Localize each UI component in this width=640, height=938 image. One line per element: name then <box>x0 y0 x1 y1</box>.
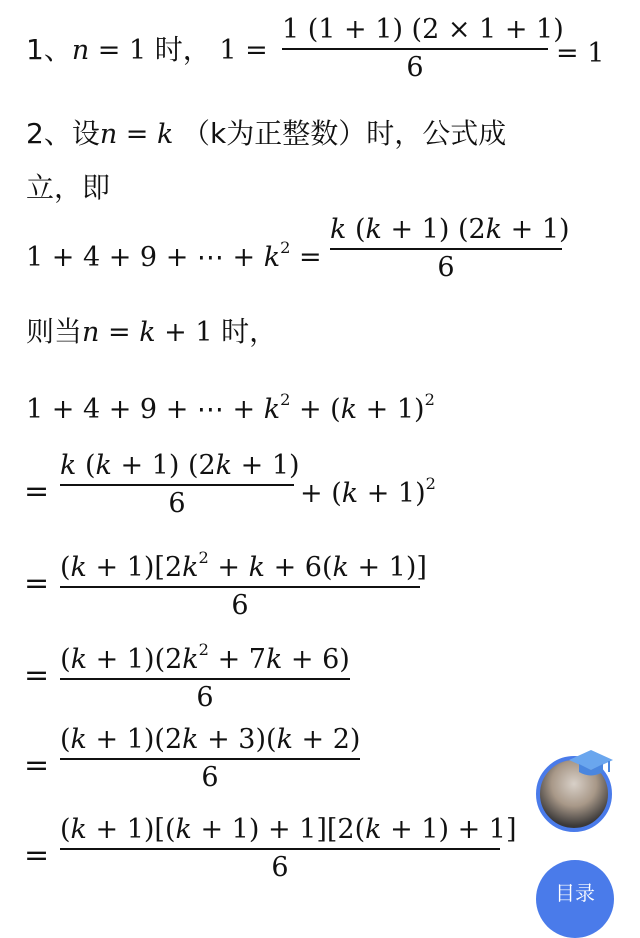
eq-sign-1: = <box>24 474 50 509</box>
hypothesis-lhs: 1 + 4 + 9 + ⋯ + $k^2$ = <box>26 238 322 273</box>
step-1-line: 1、n = 1 时， 1 = <box>26 33 268 66</box>
step-2-paren: （k为正整数） <box>181 117 367 150</box>
derivation-5-fraction: (k + 1)[(k + 1) + 1][2(k + 1) + 1] 6 <box>60 814 517 883</box>
derivation-4-fraction: (k + 1)(2k + 3)(k + 2) 6 <box>60 724 361 793</box>
step-1-label: 1、 <box>26 33 72 66</box>
toc-button[interactable] <box>536 860 614 938</box>
eq-sign-4: = <box>24 748 50 783</box>
step-2-suffix: 时，公式成 <box>366 117 507 150</box>
derivation-2-fraction: $(k + 1)[2k^2 + k + 6(k + 1)]$ 6 <box>60 548 427 621</box>
step-2-line-2: 立，即 <box>26 171 111 204</box>
eq-sign-5: = <box>24 838 50 873</box>
eq-sign-3: = <box>24 658 50 693</box>
step-1-result: = 1 <box>556 38 605 69</box>
then-line: 则当n = k + 1 时， <box>26 315 278 348</box>
step-1-fraction: 1 (1 + 1) (2 × 1 + 1) 6 <box>282 14 564 83</box>
hypothesis-fraction: k (k + 1) (2k + 1) 6 <box>330 214 570 283</box>
step-2-line: 2、设n = k （k为正整数）时，公式成 <box>26 117 507 150</box>
sum-line: 1 + 4 + 9 + ⋯ + $k^2 + (k + 1)^2$ <box>26 390 435 425</box>
step-1-comma: ， <box>182 33 211 66</box>
derivation-1-fraction: k (k + 1) (2k + 1) 6 <box>60 450 300 519</box>
eq-sign-2: = <box>24 566 50 601</box>
toc-button-label: 目录 <box>555 881 595 905</box>
derivation-3-fraction: $(k + 1)(2k^2 + 7k + 6)$ 6 <box>60 640 350 713</box>
step-2-label: 2、设 <box>26 117 100 150</box>
graduation-cap-icon <box>568 748 614 780</box>
